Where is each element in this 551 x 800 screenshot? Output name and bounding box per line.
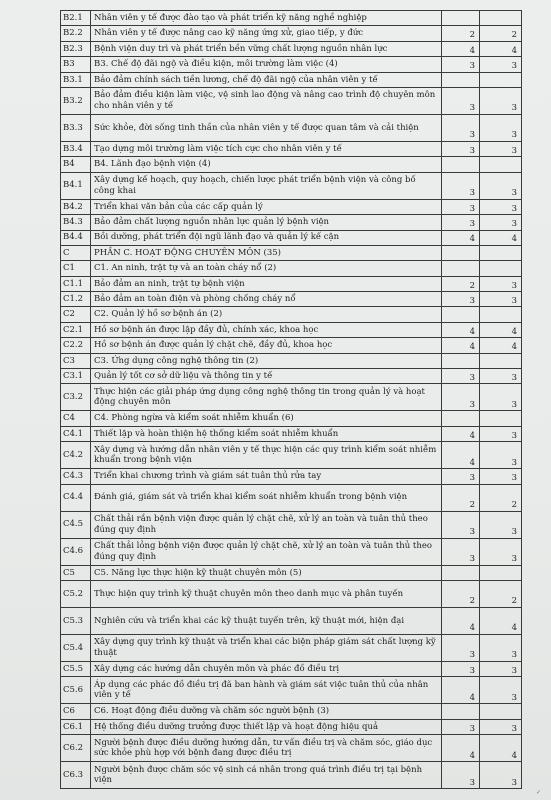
row-score-2: 3	[480, 369, 522, 384]
row-score-2: 3	[480, 114, 522, 141]
row-score-2	[480, 565, 522, 580]
row-criterion: C4. Phòng ngừa và kiểm soát nhiễm khuẩn (6)	[91, 411, 442, 426]
table-row	[61, 634, 522, 661]
row-score-1: 2	[442, 276, 480, 291]
row-criterion: Người bệnh được chăm sóc vệ sinh cá nhân trong quá trình điều trị tại bệnh viện	[91, 762, 442, 789]
row-score-2: 4	[480, 338, 522, 353]
row-criterion: C6. Hoạt động điều dưỡng và chăm sóc người bệnh (3)	[91, 704, 442, 719]
row-score-2: 3	[480, 87, 522, 114]
table-row	[61, 87, 522, 114]
row-score-1: 4	[442, 735, 480, 762]
table-row	[61, 307, 522, 322]
row-code: C6.1	[61, 719, 91, 734]
table-row	[61, 442, 522, 469]
row-criterion: Xây dựng và hướng dẫn nhân viên y tế thực hiện các quy trình kiểm soát nhiễm khuẩn trong bệnh viện	[91, 442, 442, 469]
row-score-1: 3	[442, 114, 480, 141]
table-row	[61, 276, 522, 291]
row-code: C6.2	[61, 735, 91, 762]
row-score-1: 3	[442, 369, 480, 384]
table-row	[61, 230, 522, 245]
row-score-2	[480, 353, 522, 368]
row-score-1	[442, 245, 480, 260]
row-criterion: Tạo dựng môi trường làm việc tích cực cho nhân viên y tế	[91, 141, 442, 156]
row-criterion: PHẦN C. HOẠT ĐỘNG CHUYÊN MÔN (35)	[91, 245, 442, 260]
row-criterion: Triển khai chương trình và giám sát tuân thủ rửa tay	[91, 469, 442, 484]
row-code: C4.5	[61, 511, 91, 538]
row-code: C3	[61, 353, 91, 368]
row-criterion: Nhân viên y tế được đào tạo và phát triển kỹ năng nghề nghiệp	[91, 11, 442, 26]
row-criterion: Người bệnh được điều dưỡng hướng dẫn, tư vấn điều trị và chăm sóc, giáo dục sức khỏe phù hợp với bệnh đang được điều trị	[91, 735, 442, 762]
row-code: B3.2	[61, 87, 91, 114]
row-score-1	[442, 565, 480, 580]
row-score-2: 3	[480, 215, 522, 230]
row-score-1	[442, 411, 480, 426]
row-score-2: 3	[480, 141, 522, 156]
row-score-1	[442, 72, 480, 87]
row-code: C6.3	[61, 762, 91, 789]
row-score-2: 3	[480, 442, 522, 469]
row-score-1: 3	[442, 538, 480, 565]
row-criterion: Bệnh viện duy trì và phát triển bền vững chất lượng nguồn nhân lực	[91, 41, 442, 56]
table-row	[61, 157, 522, 172]
table-row	[61, 11, 522, 26]
table-row	[61, 57, 522, 72]
table-row	[61, 353, 522, 368]
table-row	[61, 704, 522, 719]
row-criterion: Xây dựng kế hoạch, quy hoạch, chiến lược phát triển bệnh viện và công bố công khai	[91, 172, 442, 199]
table-row	[61, 719, 522, 734]
row-code: C4.6	[61, 538, 91, 565]
row-score-1	[442, 307, 480, 322]
table-row	[61, 245, 522, 260]
row-score-1	[442, 261, 480, 276]
row-score-2: 3	[480, 677, 522, 704]
table-row	[61, 215, 522, 230]
table-row	[61, 322, 522, 337]
row-score-2: 3	[480, 511, 522, 538]
row-score-2: 3	[480, 276, 522, 291]
row-code: B3.4	[61, 141, 91, 156]
table-row	[61, 565, 522, 580]
row-score-1	[442, 353, 480, 368]
row-score-1: 4	[442, 677, 480, 704]
row-criterion: Hồ sơ bệnh án được lập đầy đủ, chính xác, khoa học	[91, 322, 442, 337]
table-row	[61, 292, 522, 307]
table-row	[61, 172, 522, 199]
table-row	[61, 41, 522, 56]
criteria-table-body	[61, 11, 522, 789]
row-criterion: Hệ thống điều dưỡng trưởng được thiết lập và hoạt động hiệu quả	[91, 719, 442, 734]
row-criterion: Bảo đảm chính sách tiền lương, chế độ đãi ngộ của nhân viên y tế	[91, 72, 442, 87]
row-criterion: Chất thải lỏng bệnh viện được quản lý chặt chẽ, xử lý an toàn và tuân thủ theo đúng quy định	[91, 538, 442, 565]
row-score-2	[480, 72, 522, 87]
row-criterion: Xây dựng quy trình kỹ thuật và triển khai các biện pháp giám sát chất lượng kỹ thuật	[91, 634, 442, 661]
table-row	[61, 114, 522, 141]
row-code: C1.2	[61, 292, 91, 307]
row-score-2	[480, 157, 522, 172]
row-score-2	[480, 245, 522, 260]
row-criterion: Thực hiện quy trình kỹ thuật chuyên môn theo danh mục và phân tuyến	[91, 580, 442, 607]
table-row	[61, 484, 522, 511]
row-score-2: 3	[480, 469, 522, 484]
table-row	[61, 580, 522, 607]
table-row	[61, 661, 522, 676]
row-code: C4.4	[61, 484, 91, 511]
row-score-1: 2	[442, 484, 480, 511]
row-criterion: Nhân viên y tế được nâng cao kỹ năng ứng xử, giao tiếp, y đức	[91, 26, 442, 41]
row-score-1: 4	[442, 426, 480, 441]
row-code: B4.1	[61, 172, 91, 199]
row-code: B2.1	[61, 11, 91, 26]
table-row	[61, 141, 522, 156]
row-criterion: Áp dụng các phác đồ điều trị đã ban hành và giám sát việc tuân thủ của nhân viên y tế	[91, 677, 442, 704]
row-code: C4.1	[61, 426, 91, 441]
row-criterion: Thiết lập và hoàn thiện hệ thống kiểm soát nhiễm khuẩn	[91, 426, 442, 441]
row-code: C1.1	[61, 276, 91, 291]
table-row	[61, 735, 522, 762]
row-code: B3.1	[61, 72, 91, 87]
table-row	[61, 384, 522, 411]
row-score-2: 3	[480, 199, 522, 214]
table-row	[61, 762, 522, 789]
row-code: C4.3	[61, 469, 91, 484]
row-score-1: 3	[442, 172, 480, 199]
row-score-1: 2	[442, 26, 480, 41]
row-score-2: 3	[480, 719, 522, 734]
row-criterion: C1. An ninh, trật tự và an toàn cháy nổ (2)	[91, 261, 442, 276]
row-score-1: 4	[442, 338, 480, 353]
row-code: C3.2	[61, 384, 91, 411]
row-criterion: C2. Quản lý hồ sơ bệnh án (2)	[91, 307, 442, 322]
row-score-1	[442, 704, 480, 719]
table-row	[61, 538, 522, 565]
row-score-2: 4	[480, 607, 522, 634]
row-score-2: 3	[480, 292, 522, 307]
row-code: C	[61, 245, 91, 260]
table-row	[61, 607, 522, 634]
row-score-1: 3	[442, 634, 480, 661]
row-score-2: 2	[480, 580, 522, 607]
row-criterion: Chất thải rắn bệnh viện được quản lý chặt chẽ, xử lý an toàn và tuân thủ theo đúng quy định	[91, 511, 442, 538]
corner-mark: ✓	[535, 789, 541, 796]
table-row	[61, 511, 522, 538]
row-score-2: 3	[480, 384, 522, 411]
row-score-1: 4	[442, 322, 480, 337]
row-code: C6	[61, 704, 91, 719]
row-code: B4.4	[61, 230, 91, 245]
table-row	[61, 677, 522, 704]
row-score-2	[480, 307, 522, 322]
row-score-2: 3	[480, 661, 522, 676]
row-criterion: Bảo đảm an ninh, trật tự bệnh viện	[91, 276, 442, 291]
row-code: C2.2	[61, 338, 91, 353]
table-row	[61, 426, 522, 441]
row-score-1: 3	[442, 384, 480, 411]
row-score-2	[480, 11, 522, 26]
row-criterion: Bảo đảm an toàn điện và phòng chống cháy nổ	[91, 292, 442, 307]
row-code: C2.1	[61, 322, 91, 337]
row-score-1: 3	[442, 469, 480, 484]
row-criterion: Triển khai văn bản của các cấp quản lý	[91, 199, 442, 214]
table-row	[61, 261, 522, 276]
row-score-2	[480, 411, 522, 426]
table-row	[61, 26, 522, 41]
table-row	[61, 469, 522, 484]
row-criterion: Sức khỏe, đời sống tinh thần của nhân viên y tế được quan tâm và cải thiện	[91, 114, 442, 141]
row-score-2: 4	[480, 322, 522, 337]
row-code: B3	[61, 57, 91, 72]
table-row	[61, 72, 522, 87]
row-score-2: 3	[480, 634, 522, 661]
row-score-2	[480, 261, 522, 276]
row-code: C5.2	[61, 580, 91, 607]
row-score-1: 3	[442, 57, 480, 72]
row-score-1: 3	[442, 762, 480, 789]
row-criterion: Xây dựng các hướng dẫn chuyên môn và phác đồ điều trị	[91, 661, 442, 676]
row-code: C5.3	[61, 607, 91, 634]
row-score-2: 3	[480, 538, 522, 565]
row-code: C5.5	[61, 661, 91, 676]
row-score-1: 3	[442, 87, 480, 114]
row-score-1	[442, 11, 480, 26]
row-criterion: C5. Năng lực thực hiện kỹ thuật chuyên môn (5)	[91, 565, 442, 580]
row-code: B2.2	[61, 26, 91, 41]
row-score-1: 3	[442, 292, 480, 307]
row-criterion: Nghiên cứu và triển khai các kỹ thuật tuyến trên, kỹ thuật mới, hiện đại	[91, 607, 442, 634]
row-score-1: 3	[442, 215, 480, 230]
row-code: B4.2	[61, 199, 91, 214]
row-criterion: Quản lý tốt cơ sở dữ liệu và thông tin y tế	[91, 369, 442, 384]
row-code: B3.3	[61, 114, 91, 141]
row-score-1: 4	[442, 41, 480, 56]
row-criterion: Hồ sơ bệnh án được quản lý chặt chẽ, đầy đủ, khoa học	[91, 338, 442, 353]
row-score-2: 3	[480, 426, 522, 441]
row-code: C5	[61, 565, 91, 580]
row-criterion: B3. Chế độ đãi ngộ và điều kiện, môi trường làm việc (4)	[91, 57, 442, 72]
table-row	[61, 411, 522, 426]
row-code: C4	[61, 411, 91, 426]
row-score-2: 2	[480, 26, 522, 41]
row-score-1: 3	[442, 661, 480, 676]
row-code: C4.2	[61, 442, 91, 469]
row-score-1: 4	[442, 442, 480, 469]
row-criterion: B4. Lãnh đạo bệnh viện (4)	[91, 157, 442, 172]
row-score-1: 3	[442, 719, 480, 734]
row-score-1: 3	[442, 199, 480, 214]
row-score-1: 2	[442, 580, 480, 607]
row-code: C1	[61, 261, 91, 276]
row-score-2: 4	[480, 735, 522, 762]
row-criterion: Bảo đảm điều kiện làm việc, vệ sinh lao động và nâng cao trình độ chuyên môn cho nhân viên y tế	[91, 87, 442, 114]
table-row	[61, 338, 522, 353]
row-code: C5.6	[61, 677, 91, 704]
row-criterion: Đánh giá, giám sát và triển khai kiểm soát nhiễm khuẩn trong bệnh viện	[91, 484, 442, 511]
row-criterion: Thực hiện các giải pháp ứng dụng công nghệ thông tin trong quản lý và hoạt động chuyên môn	[91, 384, 442, 411]
row-score-1: 3	[442, 141, 480, 156]
row-score-2	[480, 704, 522, 719]
row-score-1: 3	[442, 511, 480, 538]
row-code: C5.4	[61, 634, 91, 661]
table-row	[61, 369, 522, 384]
row-score-2: 3	[480, 57, 522, 72]
row-code: B4	[61, 157, 91, 172]
row-score-2: 3	[480, 762, 522, 789]
row-score-2: 2	[480, 484, 522, 511]
row-score-1	[442, 157, 480, 172]
row-score-2: 3	[480, 172, 522, 199]
row-score-2: 4	[480, 41, 522, 56]
row-criterion: Bảo đảm chất lượng nguồn nhân lực quản lý bệnh viện	[91, 215, 442, 230]
criteria-table	[60, 10, 522, 789]
row-criterion: C3. Ứng dụng công nghệ thông tin (2)	[91, 353, 442, 368]
row-score-1: 4	[442, 607, 480, 634]
row-code: B4.3	[61, 215, 91, 230]
row-score-1: 4	[442, 230, 480, 245]
row-code: B2.3	[61, 41, 91, 56]
row-score-2: 4	[480, 230, 522, 245]
table-row	[61, 199, 522, 214]
row-code: C3.1	[61, 369, 91, 384]
row-criterion: Bồi dưỡng, phát triển đội ngũ lãnh đạo và quản lý kế cận	[91, 230, 442, 245]
row-code: C2	[61, 307, 91, 322]
